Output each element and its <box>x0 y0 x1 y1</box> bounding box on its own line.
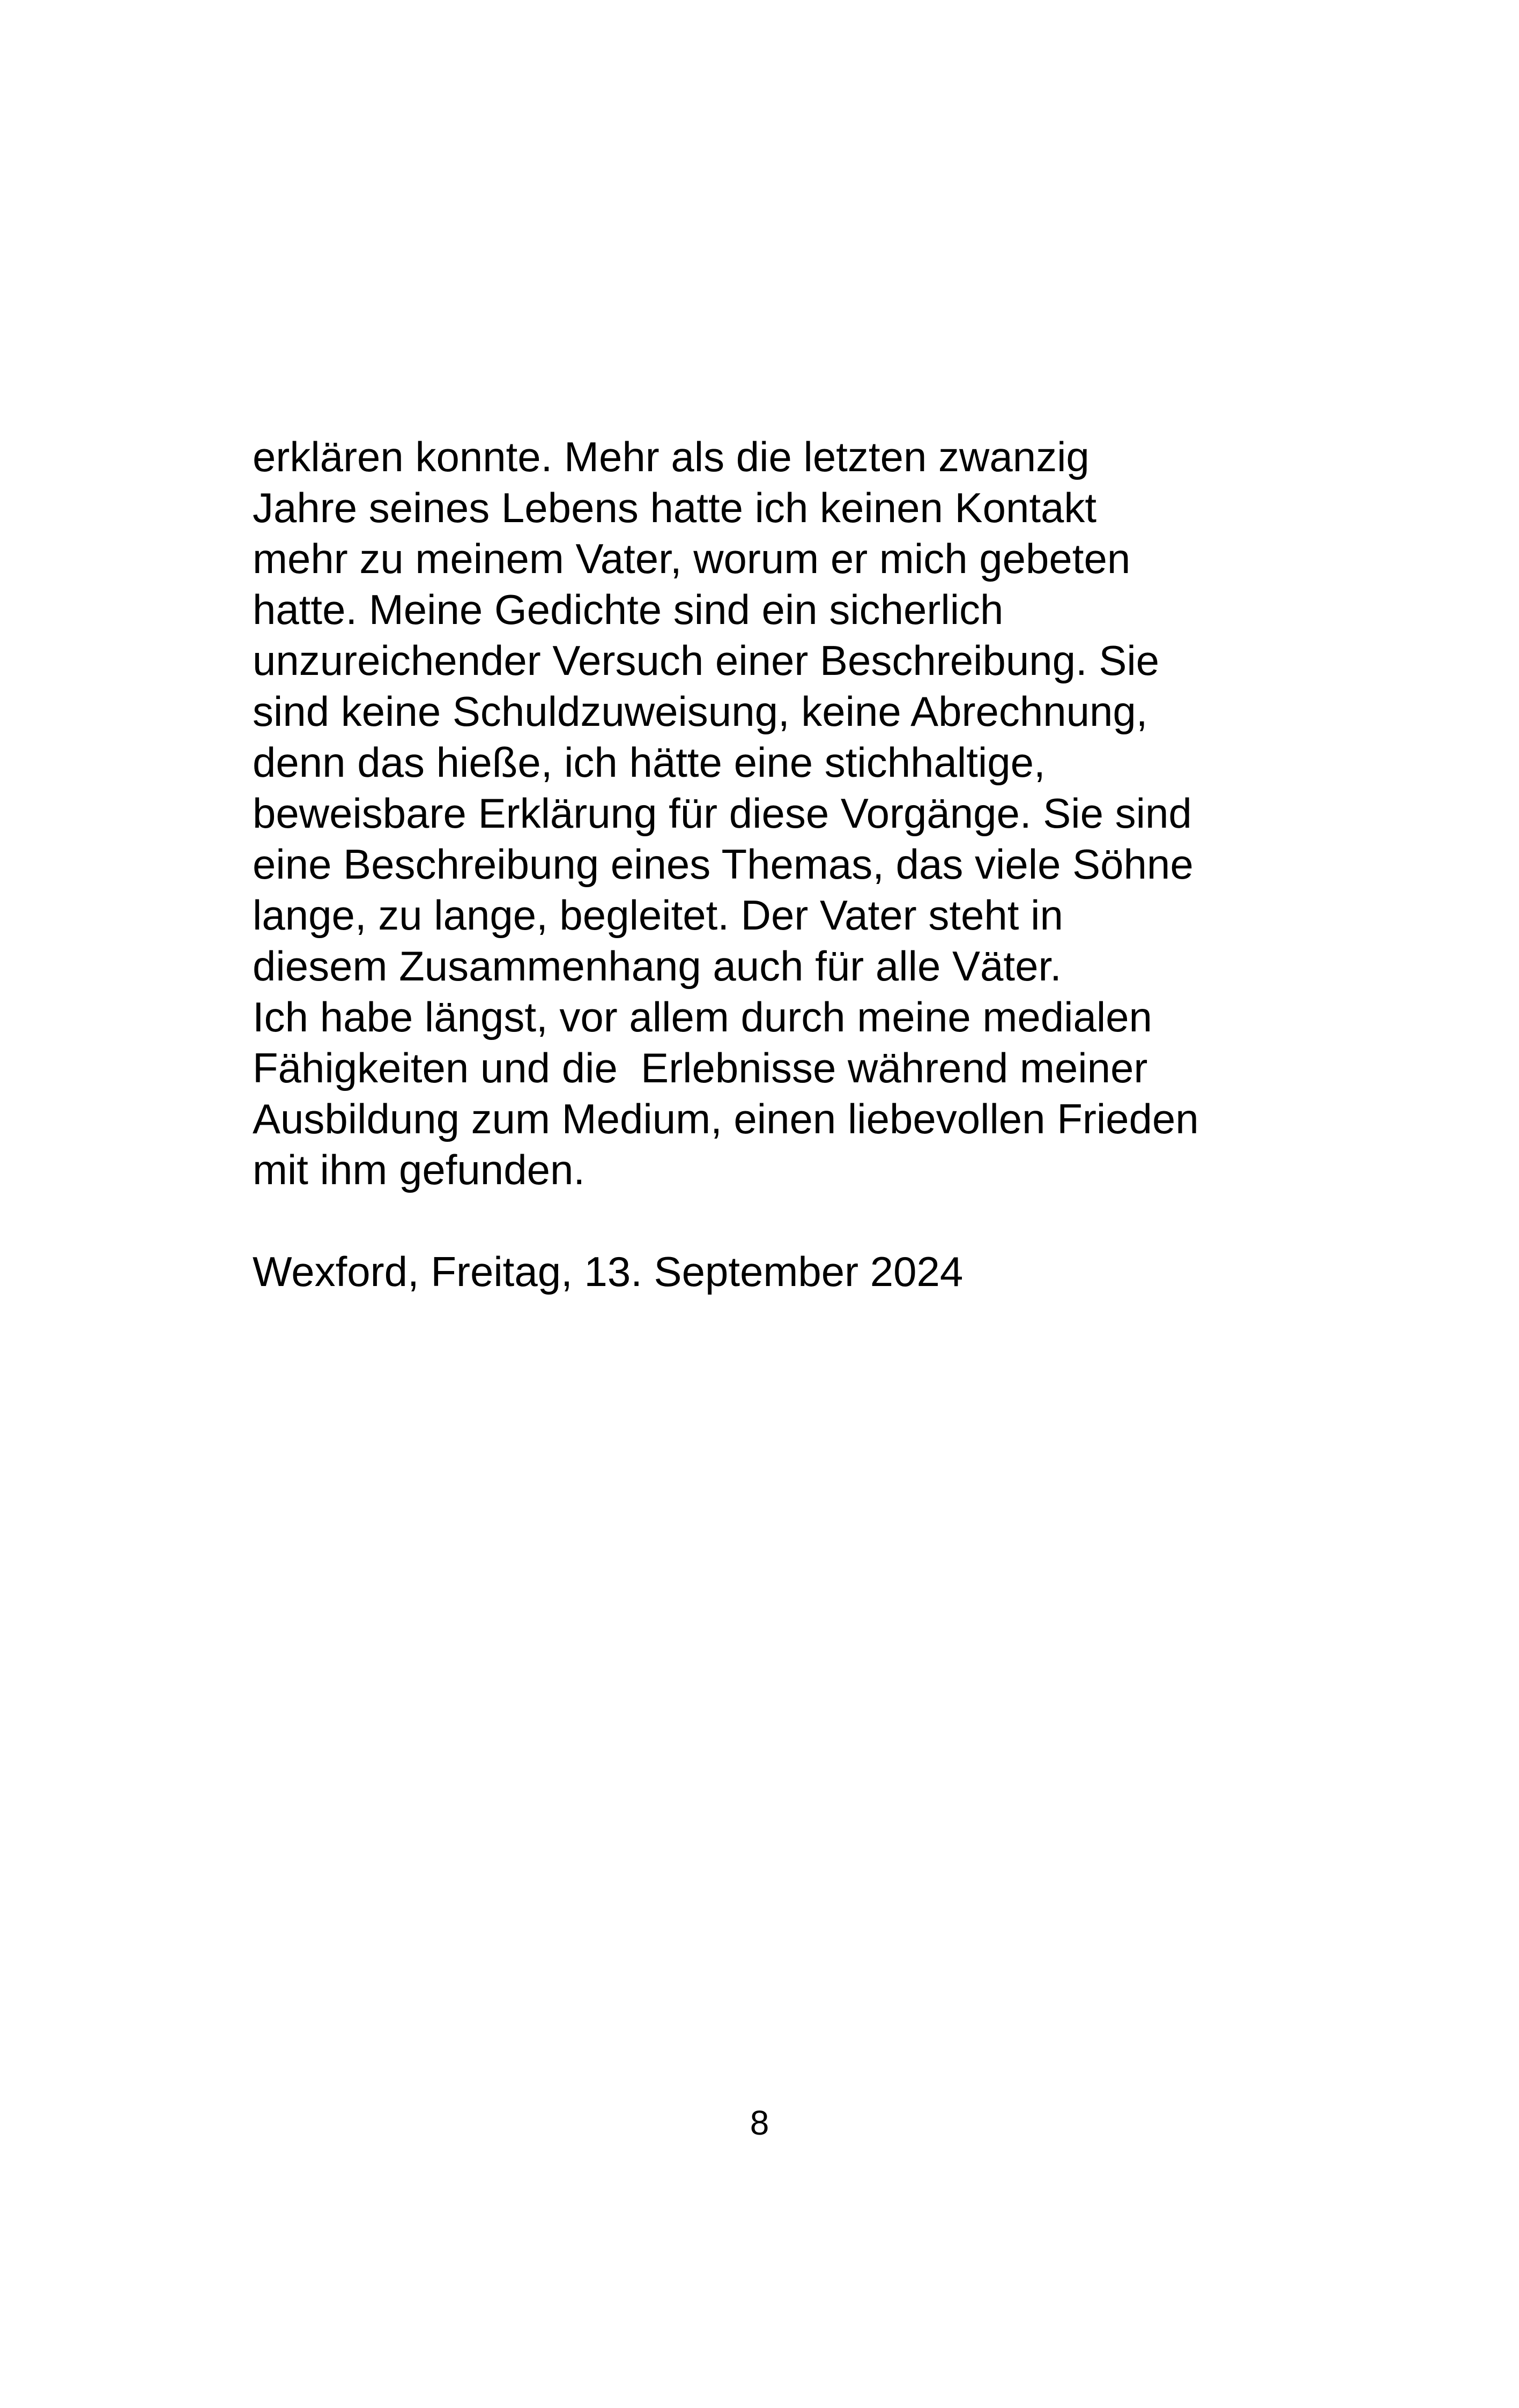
text-line: erklären konnte. Mehr als die letzten zwanzig <box>253 433 1090 480</box>
text-line: Jahre seines Lebens hatte ich keinen Kontakt <box>253 484 1097 531</box>
text-line: lange, zu lange, begleitet. Der Vater steht in <box>253 891 1063 939</box>
text-line: diesem Zusammenhang auch für alle Väter. <box>253 942 1062 990</box>
text-line: beweisbare Erklärung für diese Vorgänge. Sie sind <box>253 790 1192 837</box>
text-line: sind keine Schuldzuweisung, keine Abrechnung, <box>253 688 1148 735</box>
text-line: Fähigkeiten und die Erlebnisse während meiner <box>253 1044 1148 1091</box>
text-line: Ich habe längst, vor allem durch meine medialen <box>253 993 1152 1041</box>
text-line: mit ihm gefunden. <box>253 1146 586 1193</box>
body-text <box>253 432 1357 1297</box>
text-line: eine Beschreibung eines Themas, das viele Söhne <box>253 841 1194 888</box>
paragraph-gap <box>253 1195 1357 1246</box>
text-line: denn das hieße, ich hätte eine stichhaltige, <box>253 739 1046 786</box>
place-date-line: Wexford, Freitag, 13. September 2024 <box>253 1248 964 1295</box>
text-line: unzureichender Versuch einer Beschreibung. Sie <box>253 637 1160 684</box>
text-line: hatte. Meine Gedichte sind ein sicherlich <box>253 586 1004 633</box>
text-line: mehr zu meinem Vater, worum er mich gebeten <box>253 535 1131 582</box>
page-number: 8 <box>750 2104 769 2142</box>
text-line: Ausbildung zum Medium, einen liebevollen Frieden <box>253 1095 1199 1142</box>
